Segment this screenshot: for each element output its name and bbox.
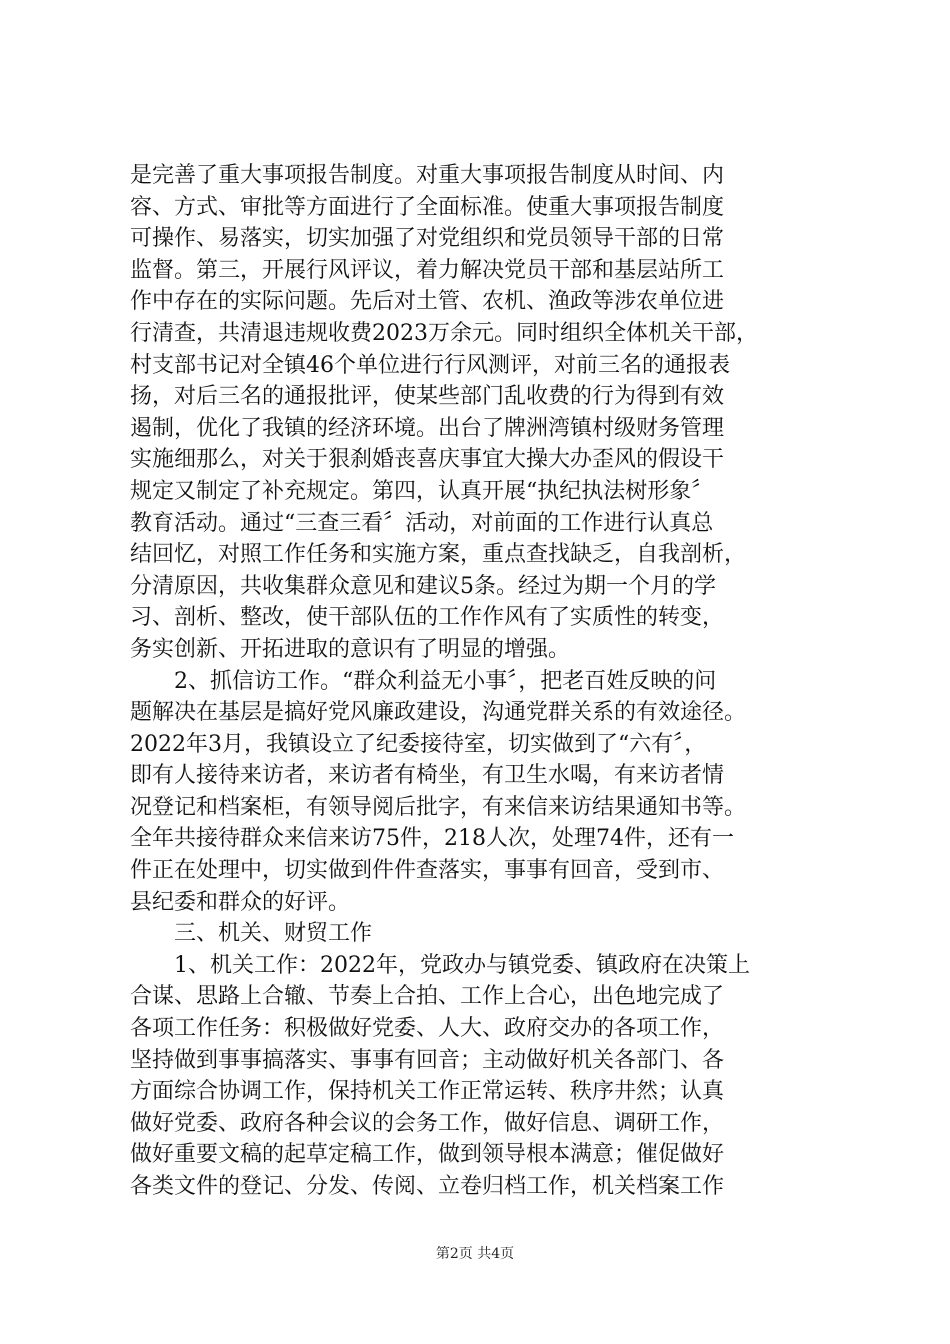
text-line: 件正在处理中，切实做到件件查落实，事事有回音，受到市、 <box>130 858 725 884</box>
text-line: 实施细那么，对关于狠刹婚丧喜庆事宜大操大办歪风的假设干 <box>130 447 725 473</box>
text-line: 方面综合协调工作，保持机关工作正常运转、秩序井然；认真 <box>130 1079 725 1105</box>
text-line: 是完善了重大事项报告制度。对重大事项报告制度从时间、内 <box>130 163 725 188</box>
text-line: 可操作、易落实，切实加强了对党组织和党员领导干部的日常 <box>130 226 725 252</box>
document-body <box>130 160 835 1203</box>
page-footer <box>0 1243 950 1263</box>
section-heading: 三、机关、财贸工作 <box>174 921 373 947</box>
paragraph-start-line: 1、机关工作：2022年，党政办与镇党委、镇政府在决策上 <box>174 952 750 978</box>
text-line: 全年共接待群众来信来访75件，218人次，处理74件，还有一 <box>130 826 734 852</box>
text-line: 即有人接待来访者，来访者有椅坐，有卫生水喝，有来访者情 <box>130 763 725 789</box>
text-line: 题解决在基层是搞好党风廉政建设，沟通党群关系的有效途径。 <box>130 700 747 726</box>
text-line: 分清原因，共收集群众意见和建议5条。经过为期一个月的学 <box>130 573 716 599</box>
text-line: 容、方式、审批等方面进行了全面标准。使重大事项报告制度 <box>130 194 725 220</box>
text-line: 监督。第三，开展行风评议，着力解决党员干部和基层站所工 <box>130 257 725 283</box>
text-line: 遏制，优化了我镇的经济环境。出台了牌洲湾镇村级财务管理 <box>130 415 725 441</box>
text-line: 各项工作任务：积极做好党委、人大、政府交办的各项工作， <box>130 1016 725 1042</box>
text-line: 做好重要文稿的起草定稿工作，做到领导根本满意；催促做好 <box>130 1142 725 1168</box>
text-line: 规定又制定了补充规定。第四，认真开展“执纪执法树形象〞 <box>130 478 714 504</box>
text-line: 村支部书记对全镇46个单位进行行风测评，对前三名的通报表 <box>130 352 730 378</box>
text-line: 习、剖析、整改，使干部队伍的工作作风有了实质性的转变， <box>130 605 725 631</box>
text-line: 教育活动。通过“三查三看〞活动，对前面的工作进行认真总 <box>130 510 714 536</box>
text-line: 坚持做到事事搞落实、事事有回音；主动做好机关各部门、各 <box>130 1047 725 1073</box>
text-line: 县纪委和群众的好评。 <box>130 889 351 915</box>
text-line: 结回忆，对照工作任务和实施方案，重点查找缺乏，自我剖析， <box>130 542 747 568</box>
text-line: 扬，对后三名的通报批评，使某些部门乱收费的行为得到有效 <box>130 384 725 410</box>
text-line: 况登记和档案柜，有领导阅后批字，有来信来访结果通知书等。 <box>130 794 747 820</box>
text-line: 务实创新、开拓进取的意识有了明显的增强。 <box>130 636 571 662</box>
text-line: 合谋、思路上合辙、节奏上合拍、工作上合心，出色地完成了 <box>130 984 725 1010</box>
text-line: 2022年3月，我镇设立了纪委接待室，切实做到了“六有〞， <box>130 731 707 757</box>
page-number: 第2页 共4页 <box>435 1246 515 1262</box>
text-line: 做好党委、政府各种会议的会务工作，做好信息、调研工作， <box>130 1110 725 1136</box>
text-line: 作中存在的实际问题。先后对土管、农机、渔政等涉农单位进 <box>130 289 725 315</box>
paragraph-start-line: 2、抓信访工作。“群众利益无小事〞，把老百姓反映的问 <box>174 668 717 694</box>
text-line: 行清查，共清退违规收费2023万余元。同时组织全体机关干部， <box>130 320 758 346</box>
text-line: 各类文件的登记、分发、传阅、立卷归档工作，机关档案工作 <box>130 1174 725 1199</box>
